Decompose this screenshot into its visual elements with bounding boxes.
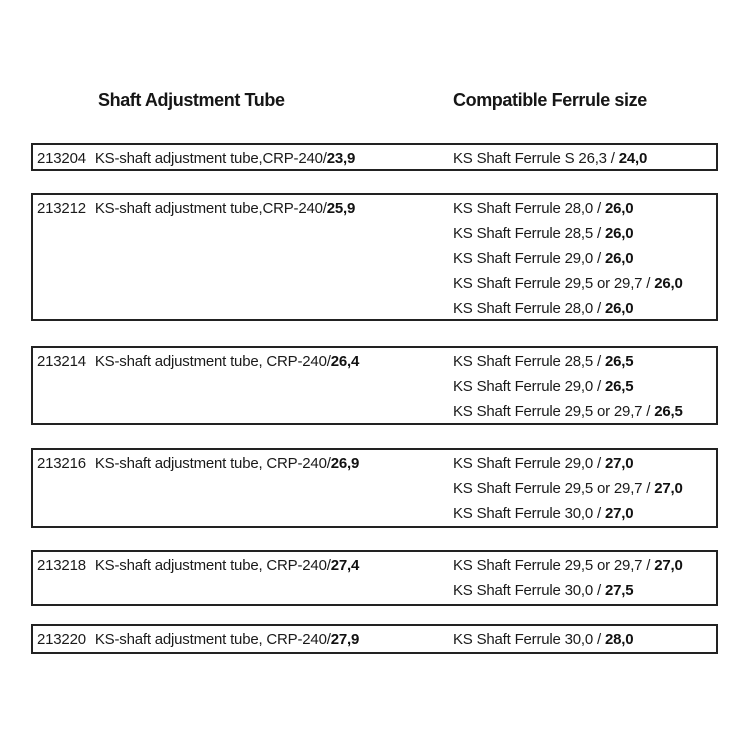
ferrule-size-value: 26,5 xyxy=(604,378,634,395)
part-description xyxy=(95,150,355,167)
ferrule-size-value: 26,0 xyxy=(654,275,683,292)
shaft-tube-cell xyxy=(33,627,453,652)
ferrule-item xyxy=(453,627,716,652)
part-number: 213216 xyxy=(37,455,86,472)
ferrule-size-value: 27,0 xyxy=(654,480,683,497)
ferrule-text: KS Shaft Ferrule 28,0 / xyxy=(453,200,605,217)
ferrule-item xyxy=(453,553,716,578)
ferrule-list xyxy=(453,553,716,603)
ferrule-text: KS Shaft Ferrule 29,5 or 29,7 / xyxy=(453,480,655,497)
column-header-shaft-tube: Shaft Adjustment Tube xyxy=(98,90,285,110)
ferrule-text: KS Shaft Ferrule 29,5 or 29,7 / xyxy=(453,557,655,574)
ferrule-list xyxy=(453,627,716,652)
part-number: 213220 xyxy=(37,631,86,648)
ferrule-item xyxy=(453,146,716,171)
part-size-value: 23,9 xyxy=(326,150,356,167)
part-size-value: 25,9 xyxy=(326,200,356,217)
part-description-text: KS-shaft adjustment tube, CRP-240/ xyxy=(94,353,331,370)
ferrule-text: KS Shaft Ferrule 30,0 / xyxy=(453,631,605,648)
ferrule-text: KS Shaft Ferrule 28,0 / xyxy=(453,300,605,317)
product-row-213216 xyxy=(31,448,718,528)
ferrule-text: KS Shaft Ferrule 30,0 / xyxy=(453,505,605,522)
ferrule-size-value: 24,0 xyxy=(618,150,648,167)
ferrule-size-value: 27,0 xyxy=(604,455,634,472)
ferrule-size-value: 27,0 xyxy=(604,505,634,522)
ferrule-list xyxy=(453,451,716,526)
part-description xyxy=(95,353,359,370)
part-size-value: 27,4 xyxy=(330,557,360,574)
part-description-text: KS-shaft adjustment tube,CRP-240/ xyxy=(94,150,327,167)
ferrule-item xyxy=(453,578,716,603)
ferrule-text: KS Shaft Ferrule 29,5 or 29,7 / xyxy=(453,275,655,292)
ferrule-text: KS Shaft Ferrule S 26,3 / xyxy=(453,150,619,167)
ferrule-text: KS Shaft Ferrule 30,0 / xyxy=(453,582,605,599)
ferrule-size-value: 28,0 xyxy=(604,631,634,648)
product-row-213212 xyxy=(31,193,718,321)
ferrule-item xyxy=(453,221,716,246)
part-description-text: KS-shaft adjustment tube, CRP-240/ xyxy=(94,557,331,574)
ferrule-item xyxy=(453,374,716,399)
column-header-ferrule-size: Compatible Ferrule size xyxy=(453,90,647,110)
ferrule-size-value: 26,5 xyxy=(604,353,634,370)
shaft-tube-cell xyxy=(33,349,453,374)
part-description-text: KS-shaft adjustment tube, CRP-240/ xyxy=(94,455,331,472)
ferrule-text: KS Shaft Ferrule 29,0 / xyxy=(453,378,605,395)
ferrule-item xyxy=(453,296,716,321)
part-description-text: KS-shaft adjustment tube, CRP-240/ xyxy=(94,631,331,648)
ferrule-item xyxy=(453,476,716,501)
part-number: 213214 xyxy=(37,353,86,370)
ferrule-text: KS Shaft Ferrule 29,0 / xyxy=(453,455,605,472)
ferrule-size-value: 26,0 xyxy=(604,300,634,317)
ferrule-size-value: 27,0 xyxy=(654,557,683,574)
product-row-213218 xyxy=(31,550,718,606)
ferrule-size-value: 26,0 xyxy=(604,225,634,242)
ferrule-size-value: 26,0 xyxy=(604,250,634,267)
ferrule-item xyxy=(453,501,716,526)
part-description xyxy=(95,631,359,648)
ferrule-text: KS Shaft Ferrule 29,5 or 29,7 / xyxy=(453,403,655,420)
ferrule-text: KS Shaft Ferrule 29,0 / xyxy=(453,250,605,267)
part-description xyxy=(95,455,359,472)
product-row-213214 xyxy=(31,346,718,425)
part-description-text: KS-shaft adjustment tube,CRP-240/ xyxy=(94,200,327,217)
shaft-tube-cell xyxy=(33,196,453,221)
shaft-tube-cell xyxy=(33,553,453,578)
ferrule-item xyxy=(453,271,716,296)
ferrule-size-value: 27,5 xyxy=(604,582,634,599)
product-row-213204 xyxy=(31,143,718,171)
ferrule-size-value: 26,5 xyxy=(654,403,683,420)
ferrule-size-value: 26,0 xyxy=(604,200,634,217)
ferrule-item xyxy=(453,196,716,221)
ferrule-list xyxy=(453,196,716,321)
shaft-tube-cell xyxy=(33,451,453,476)
part-size-value: 27,9 xyxy=(330,631,360,648)
ferrule-list xyxy=(453,349,716,424)
product-row-213220 xyxy=(31,624,718,654)
ferrule-item xyxy=(453,349,716,374)
ferrule-text: KS Shaft Ferrule 28,5 / xyxy=(453,353,605,370)
part-description xyxy=(95,557,359,574)
ferrule-list xyxy=(453,146,716,171)
part-size-value: 26,9 xyxy=(330,455,360,472)
part-description xyxy=(95,200,355,217)
ferrule-text: KS Shaft Ferrule 28,5 / xyxy=(453,225,605,242)
part-number: 213212 xyxy=(37,200,86,217)
part-number: 213204 xyxy=(37,150,86,167)
ferrule-item xyxy=(453,451,716,476)
part-number: 213218 xyxy=(37,557,86,574)
shaft-tube-cell xyxy=(33,146,453,171)
part-size-value: 26,4 xyxy=(330,353,360,370)
ferrule-item xyxy=(453,399,716,424)
ferrule-item xyxy=(453,246,716,271)
